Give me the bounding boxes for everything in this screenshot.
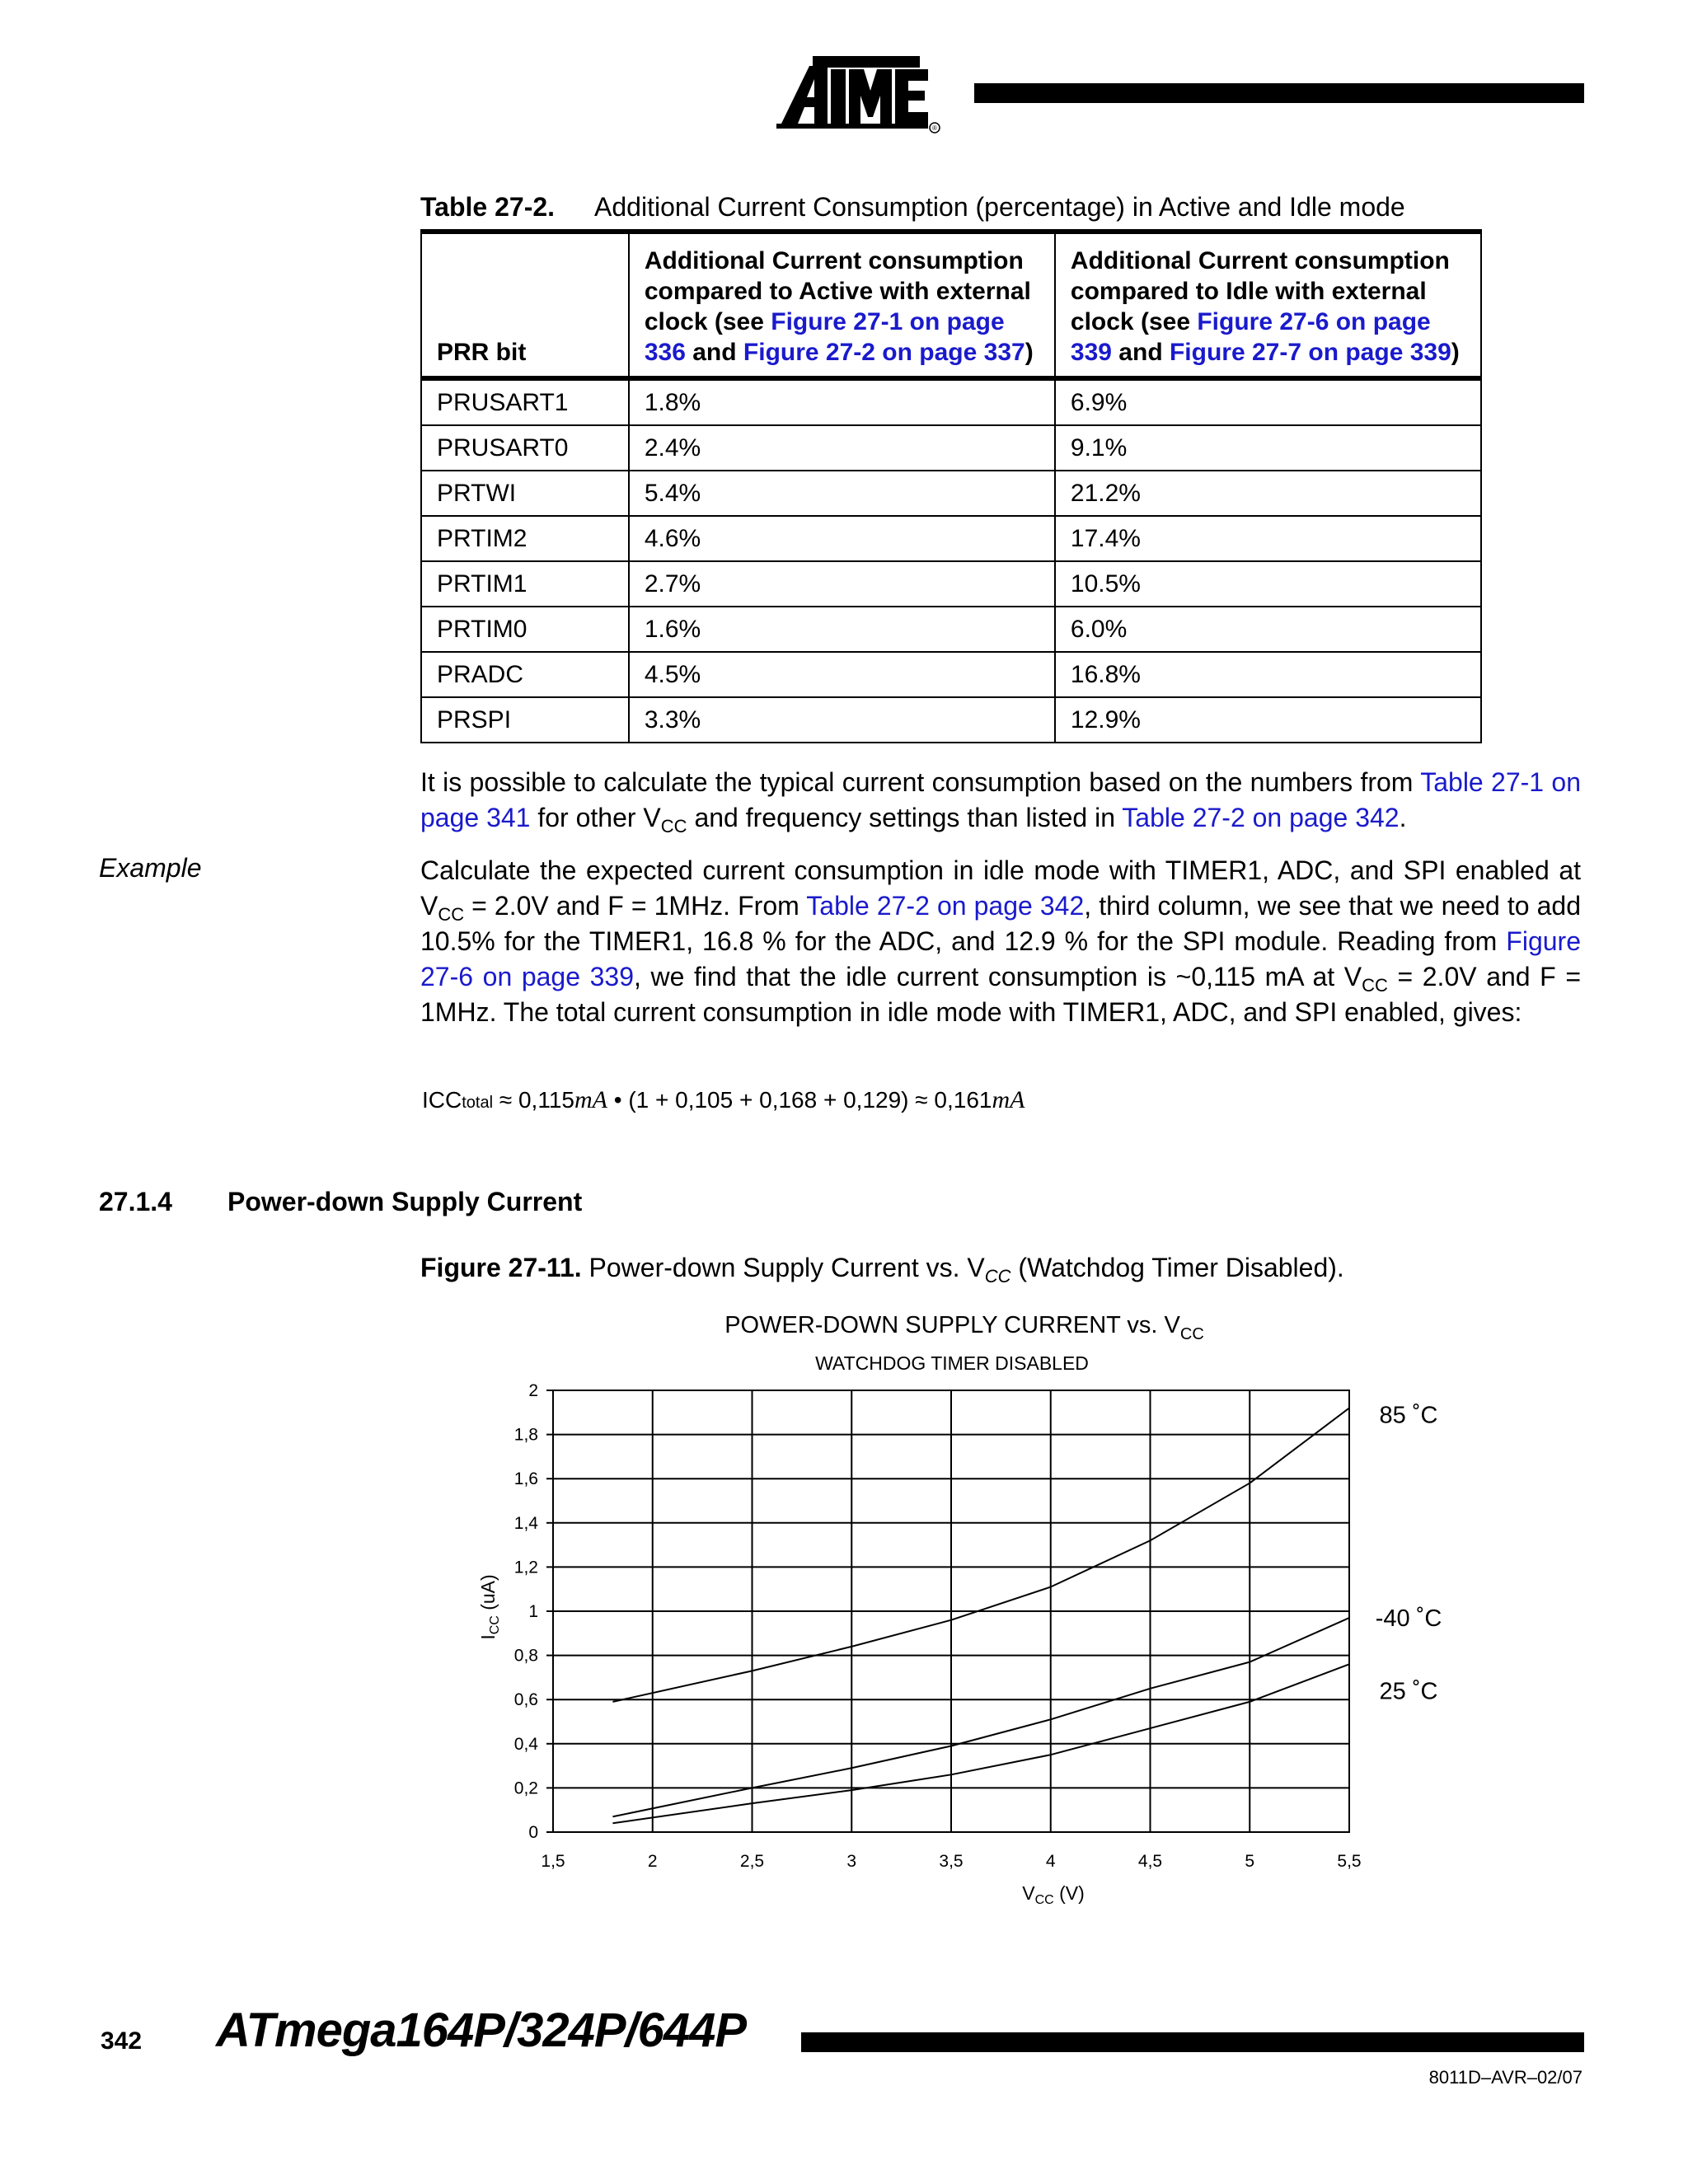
- footer-rule: [801, 2032, 1584, 2052]
- cell-idle: 9.1%: [1055, 425, 1481, 471]
- y-tick-label: 0,8: [513, 1646, 538, 1666]
- chart-ticks: [514, 1381, 1362, 1871]
- example-paragraph: Calculate the expected current consumption in idle mode with TIMER1, ADC, and SPI enabled at $V_{CC} = 2.0V$ and F = 1MHz. From Table 27-2 on page 342, third column, we see that we need to add 10.5% for the TIMER1, 16.8 % for the ADC, and 12.9 % for the SPI module. Reading from Figure 27-6 on page 339, we find that the idle current consumption is ~0,115 mA at $V_{CC} = 2.0V$ and F = 1MHz. The total current consumption in idle mode with TIMER1, ADC, and SPI enabled, gives:: [420, 855, 1582, 1027]
- table-row: [421, 652, 1481, 697]
- cell-active: 2.7%: [629, 561, 1055, 607]
- x-tick-label: 2,5: [739, 1852, 765, 1871]
- header-rule: [974, 83, 1584, 103]
- cell-active: 1.6%: [629, 607, 1055, 652]
- cell-bit: PRTIM0: [421, 607, 629, 652]
- formula: ICCtotal ≈ 0,115mA • (1 + 0,105 + 0,168 + 0,129) ≈ 0,161mA: [422, 1086, 1025, 1113]
- table-row: [421, 378, 1481, 425]
- y-tick-label: 1,2: [513, 1558, 538, 1577]
- section-number: 27.1.4: [99, 1187, 172, 1216]
- link-table-27-2[interactable]: Table 27-2 on page 342: [806, 891, 1085, 921]
- link-figure-27-6[interactable]: Figure 27-6 on page 339: [1070, 308, 1431, 366]
- cell-active: 3.3%: [629, 697, 1055, 743]
- table-row: [421, 471, 1481, 516]
- power-down-chart: [462, 1302, 1451, 1912]
- y-tick-label: 0,2: [513, 1779, 538, 1798]
- x-tick-label: 3: [846, 1852, 857, 1871]
- header-prr-bit: PRR bit: [421, 232, 629, 378]
- y-tick-label: 0,4: [513, 1734, 538, 1754]
- series-line-1: [612, 1618, 1349, 1816]
- table-row: [421, 607, 1481, 652]
- cell-bit: PRTIM2: [421, 516, 629, 561]
- figure-label: Figure 27-11.: [420, 1253, 582, 1282]
- link-table-27-1[interactable]: Table 27-1 on page 341: [420, 767, 1582, 832]
- table-row: [421, 425, 1481, 471]
- chart-series: [612, 1402, 1442, 1823]
- y-tick-label: 2: [528, 1381, 538, 1400]
- table-label: Table 27-2.: [420, 192, 556, 222]
- cell-bit: PRSPI: [421, 697, 629, 743]
- cell-idle: 6.9%: [1055, 378, 1481, 425]
- cell-active: 1.8%: [629, 378, 1055, 425]
- cell-bit: PRUSART0: [421, 425, 629, 471]
- atmel-logo: [773, 51, 946, 134]
- registered-mark: ®: [932, 124, 937, 132]
- series-label-2: 25 ˚C: [1379, 1678, 1438, 1705]
- series-label-0: 85 ˚C: [1379, 1402, 1438, 1429]
- table-row: [421, 516, 1481, 561]
- figure-caption: Figure 27-11. Power-down Supply Current vs. $V_{CC}$ (Watchdog Timer Disabled).: [420, 1253, 1344, 1286]
- cell-bit: PRTIM1: [421, 561, 629, 607]
- x-tick-label: 4: [1045, 1852, 1056, 1871]
- y-tick-label: 1: [528, 1602, 538, 1621]
- cell-idle: 21.2%: [1055, 471, 1481, 516]
- x-tick-label: 4,5: [1137, 1852, 1163, 1871]
- table-caption: [420, 192, 1405, 223]
- cell-idle: 10.5%: [1055, 561, 1481, 607]
- link-figure-27-6[interactable]: Figure 27-6 on page 339: [420, 926, 1581, 991]
- page-number: 342: [101, 2027, 143, 2055]
- y-tick-label: 0,6: [513, 1690, 538, 1710]
- y-tick-label: 1,4: [513, 1513, 538, 1533]
- y-tick-label: 0: [528, 1823, 538, 1842]
- x-axis-label: $V_{CC}$ (V): [1022, 1882, 1085, 1907]
- x-tick-label: 1,5: [541, 1852, 565, 1871]
- cell-active: 2.4%: [629, 425, 1055, 471]
- x-tick-label: 5,5: [1337, 1852, 1362, 1871]
- cell-bit: PRADC: [421, 652, 629, 697]
- table-title: Additional Current Consumption (percentage) in Active and Idle mode: [594, 192, 1405, 222]
- cell-idle: 16.8%: [1055, 652, 1481, 697]
- x-tick-label: 2: [647, 1852, 658, 1871]
- cell-idle: 6.0%: [1055, 607, 1481, 652]
- link-figure-27-1[interactable]: Figure 27-1 on page 336: [644, 308, 1005, 366]
- chart-subtitle: WATCHDOG TIMER DISABLED: [815, 1352, 1089, 1374]
- link-figure-27-7[interactable]: Figure 27-7 on page 339: [1169, 339, 1451, 366]
- current-consumption-table: [420, 229, 1482, 743]
- chart-grid: [546, 1390, 1349, 1832]
- cell-active: 4.5%: [629, 652, 1055, 697]
- table-header-row: [421, 232, 1481, 378]
- y-tick-label: 1,8: [513, 1425, 538, 1445]
- cell-active: 4.6%: [629, 516, 1055, 561]
- series-line-0: [612, 1408, 1349, 1701]
- y-tick-label: 1,6: [513, 1469, 538, 1489]
- cell-bit: PRUSART1: [421, 378, 629, 425]
- table-row: [421, 561, 1481, 607]
- section-title: Power-down Supply Current: [227, 1187, 583, 1216]
- x-tick-label: 3,5: [939, 1852, 964, 1871]
- link-table-27-2[interactable]: Table 27-2 on page 342: [1122, 803, 1400, 832]
- header-idle: Additional Current consumption compared to Idle with external clock (see Figure 27-6 on page 339 and Figure 27-7 on page 339): [1055, 232, 1481, 378]
- intro-paragraph: It is possible to calculate the typical current consumption based on the numbers from Table 27-1 on page 341 for other $V_{CC}$ and frequency settings than listed in Table 27-2 on page 342.: [420, 767, 1582, 837]
- chart-title: POWER-DOWN SUPPLY CURRENT vs. $V_{CC}$: [724, 1312, 1204, 1343]
- y-axis-label: $I_{CC}$ (uA): [477, 1574, 502, 1640]
- table-row: [421, 697, 1481, 743]
- cell-bit: PRTWI: [421, 471, 629, 516]
- x-tick-label: 5: [1245, 1852, 1255, 1871]
- document-title: ATmega164P/324P/644P: [216, 2004, 747, 2057]
- link-figure-27-2[interactable]: Figure 27-2 on page 337: [743, 339, 1025, 366]
- cell-idle: 12.9%: [1055, 697, 1481, 743]
- cell-idle: 17.4%: [1055, 516, 1481, 561]
- cell-active: 5.4%: [629, 471, 1055, 516]
- series-label-1: -40 ˚C: [1375, 1605, 1442, 1633]
- document-code: 8011D–AVR–02/07: [1428, 2067, 1582, 2088]
- example-label: Example: [99, 853, 202, 883]
- header-active: Additional Current consumption compared to Active with external clock (see Figure 27-1 on page 336 and Figure 27-2 on page 337): [629, 232, 1055, 378]
